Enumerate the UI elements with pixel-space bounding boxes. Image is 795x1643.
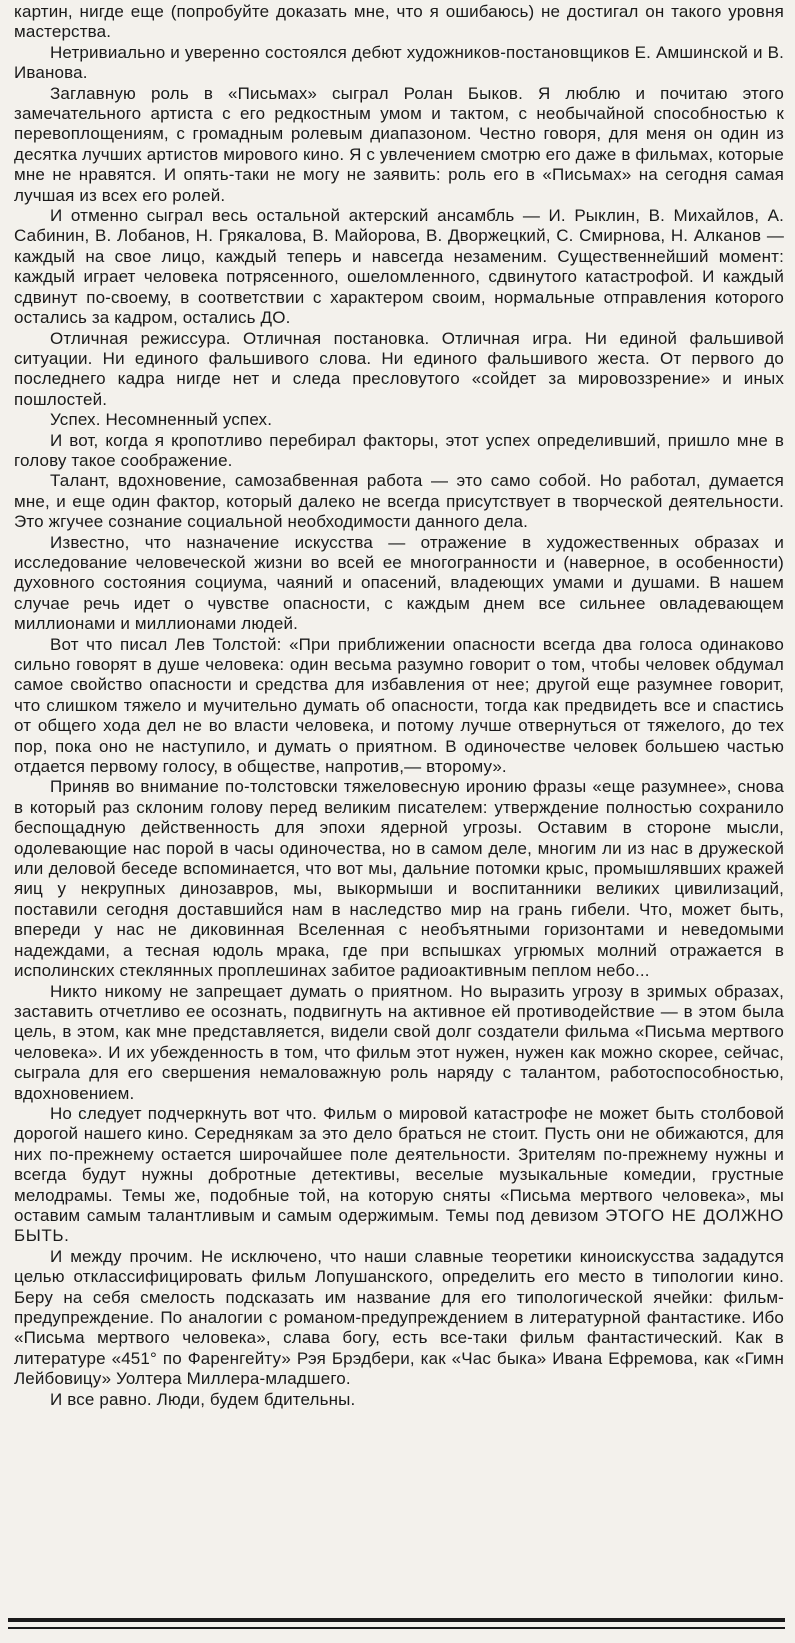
paragraph-15: И все равно. Люди, будем бдительны.	[50, 1389, 356, 1409]
end-rule-thick	[8, 1618, 785, 1622]
paragraph-11: Приняв во внимание по-толстовски тяжеловесную иронию фразы «еще разумнее», снова в который раз склоним голову перед великим писателем: утверждение полностью сохранило беспощадную действенность для эпохи ядерной угрозы. Оставим в стороне мысли, одолевающие нас порой в часы одиночества, но в самом деле, многим ли из нас в дружеской или деловой беседе вспоминается, что вот мы, дальние потомки крыс, промышлявших кражей яиц у некрупных динозавров, мы, выкормыши и воспитанники великих цивилизаций, поставили сегодня доставшийся нам в наследство мир на грань гибели. Что, может быть, впереди у нас не диковинная Вселенная с необъятными горизонтами и неведомыми надеждами, а тесная юдоль мрака, где при вспышках угрюмых молний отражается в исполинских стеклянных проплешинах забитое радиоактивным пеплом небо...	[14, 777, 784, 981]
paragraph-13-text: Но следует подчеркнуть вот что. Фильм о мировой катастрофе не может быть столбовой дорогой нашего кино. Середнякам за это дело браться не стоит. Пусть они не обижаются, для них по-прежнему остается широчайшее поле деятельности. Зрителям по-прежнему нужны и всегда будут нужны добротные детективы, веселые музыкальные комедии, грустные мелодрамы. Темы же, подобные той, на которую сняты «Письма мертвого человека», мы оставим самым талантливым и самым одержимым. Темы под девизом	[14, 1103, 784, 1225]
paragraph-1: картин, нигде еще (попробуйте доказать мне, что я ошибаюсь) не достигал он такого уровня мастерства.	[14, 2, 784, 42]
paragraph-6: Успех. Несомненный успех.	[50, 410, 273, 430]
paragraph-8: Талант, вдохновение, самозабвенная работа — это само собой. Но работал, думается мне, и еще один фактор, который далеко не всегда присутствует в творческой деятельности. Это жгучее сознание социальной необходимости данного дела.	[14, 471, 784, 532]
paragraph-5: Отличная режиссура. Отличная постановка. Отличная игра. Ни единой фальшивой ситуации. Ни единого фальшивого слова. Ни единого фальшивого жеста. От первого до последнего кадра нигде нет и следа пресловутого «сойдет за мировоззрение» и иных пошлостей.	[14, 328, 784, 409]
end-rule-thin	[8, 1627, 785, 1629]
paragraph-13	[14, 1104, 784, 1247]
paragraph-4: И отменно сыграл весь остальной актерский ансамбль — И. Рыклин, В. Михайлов, А. Сабинин, В. Лобанов, Н. Грякалова, В. Майорова, В. Дворжецкий, С. Смирнова, Н. Алканов — каждый на свое лицо, каждый теперь и навсегда незаменим. Существеннейший момент: каждый играет человека потрясенного, ошеломленного, сдвинутого катастрофой. И каждый сдвинут по-своему, в соответствии с характером своим, нормальные отправления которого остались за кадром, остались ДО.	[14, 206, 784, 328]
paragraph-10: Вот что писал Лев Толстой: «При приближении опасности всегда два голоса одинаково сильно говорят в душе человека: один весьма разумно говорит о том, чтобы человек обдумал самое свойство опасности и средства для избавления от нее; другой еще разумнее говорит, что слишком тяжело и мучительно думать об опасности, тогда как предвидеть все и спастись от общего хода дел не во власти человека, и потому лучше отвернуться от тяжелого, до тех пор, пока оно не наступило, и думать о приятном. В одиночестве человек большею частью отдается первому голосу, в обществе, напротив,— второму».	[14, 634, 784, 777]
paragraph-12: Никто никому не запрещает думать о приятном. Но выразить угрозу в зримых образах, заставить отчетливо ее осознать, подвигнуть на активное ей противодействие — в этом была цель, в этом, как мне представляется, видели свой долг создатели фильма «Письма мертвого человека». И их убежденность в том, что фильм этот нужен, нужен как можно скорее, сейчас, сыграла для его свершения немаловажную роль наряду с талантом, работоспособностью, вдохновением.	[14, 981, 784, 1103]
article-body	[14, 2, 784, 1410]
motto-caps: ЭТОГО НЕ ДОЛЖНО БЫТЬ.	[14, 1205, 784, 1246]
paragraph-2: Нетривиально и уверенно состоялся дебют художников-постановщиков Е. Амшинской и В. Иванова.	[14, 42, 784, 83]
paragraph-9: Известно, что назначение искусства — отражение в художественных образах и исследование человеческой жизни во всей ее многогранности и (наверное, в особенности) духовного состояния социума, чаяний и опасений, владеющих умами и душами. В нашем случае речь идет о чувстве опасности, с каждым днем все сильнее овладевающем миллионами и миллионами людей.	[14, 532, 784, 634]
paragraph-3: Заглавную роль в «Письмах» сыграл Ролан Быков. Я люблю и почитаю этого замечательного артиста с его редкостным умом и тактом, с необычайной способностью к перевоплощениям, с громадным ролевым диапазоном. Честно говоря, для меня он один из десятка лучших артистов мирового кино. Я с увлечением смотрю его даже в фильмах, которые мне не нравятся. И опять-таки не могу не заявить: роль его в «Письмах» на сегодня самая лучшая из всех его ролей.	[14, 83, 785, 205]
paragraph-14: И между прочим. Не исключено, что наши славные теоретики киноискусства зададутся целью отклассифицировать фильм Лопушанского, определить его место в типологии кино. Беру на себя смелость подсказать им название для его типологической ячейки: фильм-предупреждение. По аналогии с романом-предупреждением в литературной фантастике. Ибо «Письма мертвого человека», слава богу, есть все-таки фильм фантастический. Как в литературе «451° по Фаренгейту» Рэя Брэдбери, как «Час быка» Ивана Ефремова, как «Гимн Лейбовицу» Уолтера Миллера-младшего.	[14, 1246, 784, 1389]
paragraph-7: И вот, когда я кропотливо перебирал факторы, этот успех определивший, пришло мне в голову такое соображение.	[14, 430, 784, 470]
